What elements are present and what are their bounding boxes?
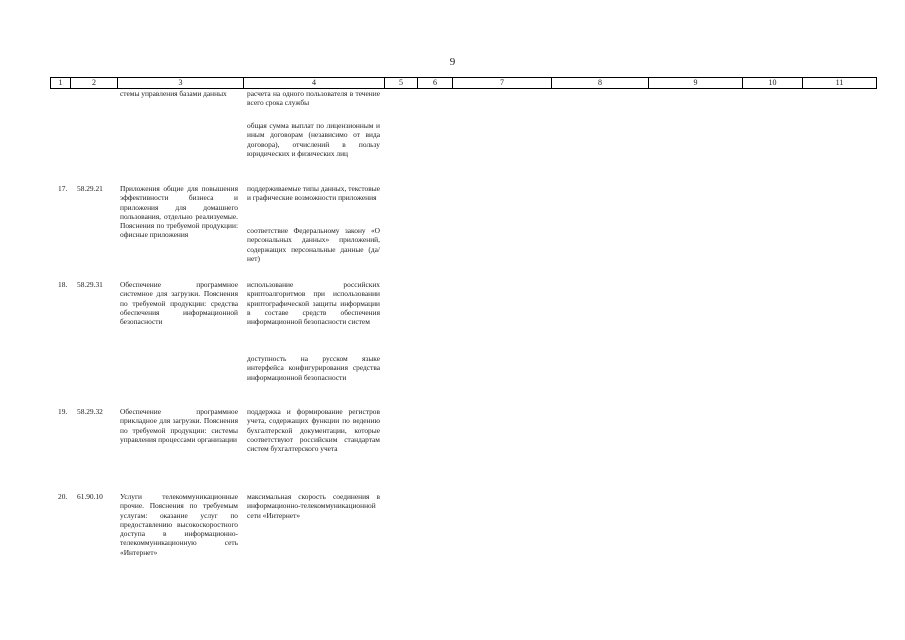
okpd-code: 58.29.21 [77, 184, 103, 193]
col-header-10: 10 [742, 78, 802, 88]
product-name: Приложения общие для повышения эффективности бизнеса и приложения для домашнего пользования, отдельно реализуемые. Пояснения по требуемой продукции: офисные приложения [120, 184, 238, 240]
row-number: 17. [58, 184, 68, 193]
col-header-11: 11 [802, 78, 877, 88]
col-header-8: 8 [551, 78, 648, 88]
table-header-row [50, 77, 877, 89]
characteristic: общая сумма выплат по лицензионным и иным договорам (независимо от вида договора), отчислений в пользу юридических и физических лиц [247, 121, 380, 158]
characteristic: поддерживаемые типы данных, текстовые и графические возможности приложения [247, 184, 380, 203]
col-header-4: 4 [243, 78, 384, 88]
characteristic: поддержка и формирование регистров учета, содержащих функции по ведению бухгалтерской документации, которые соответствуют российским стандартам систем бухгалтерского учета [247, 407, 380, 454]
page-number: 9 [449, 56, 456, 68]
col-header-9: 9 [648, 78, 742, 88]
characteristic: расчета на одного пользователя в течение всего срока службы [247, 89, 380, 108]
okpd-code: 58.29.32 [77, 407, 103, 416]
product-name: Обеспечение программное прикладное для загрузки. Пояснения по требуемой продукции: системы управления процессами организации [120, 407, 238, 444]
okpd-code: 61.90.10 [77, 492, 103, 501]
characteristic: доступность на русском языке интерфейса конфигурирования средства информационной безопасности [247, 354, 380, 382]
col-header-7: 7 [452, 78, 551, 88]
row-number: 19. [58, 407, 68, 416]
product-name: Обеспечение программное системное для загрузки. Пояснения по требуемой продукции: средства обеспечения информационной безопасности [120, 280, 238, 327]
characteristic: использование российских криптоалгоритмов при использовании криптографической защиты информации в составе средств обеспечения информационной безопасности систем [247, 280, 380, 327]
col-header-3: 3 [117, 78, 243, 88]
row-number: 20. [58, 492, 68, 501]
col-header-1: 1 [50, 78, 70, 88]
col-header-5: 5 [384, 78, 417, 88]
characteristic: соответствие Федеральному закону «О персональных данных» приложений, содержащих персональные данные (да/нет) [247, 226, 380, 263]
col-header-2: 2 [70, 78, 117, 88]
product-name: стемы управления базами данных [120, 89, 227, 98]
product-name: Услуги телекоммуникационные прочие. Пояснения по требуемым услугам: оказание услуг по предоставлению высокоскоростного доступа в информационно-телекоммуникационную сеть «Интернет» [120, 492, 238, 557]
characteristic: максимальная скорость соединения в информационно-телекоммуникационной сети «Интернет» [247, 492, 380, 520]
okpd-code: 58.29.31 [77, 280, 103, 289]
col-header-6: 6 [417, 78, 452, 88]
row-number: 18. [58, 280, 68, 289]
